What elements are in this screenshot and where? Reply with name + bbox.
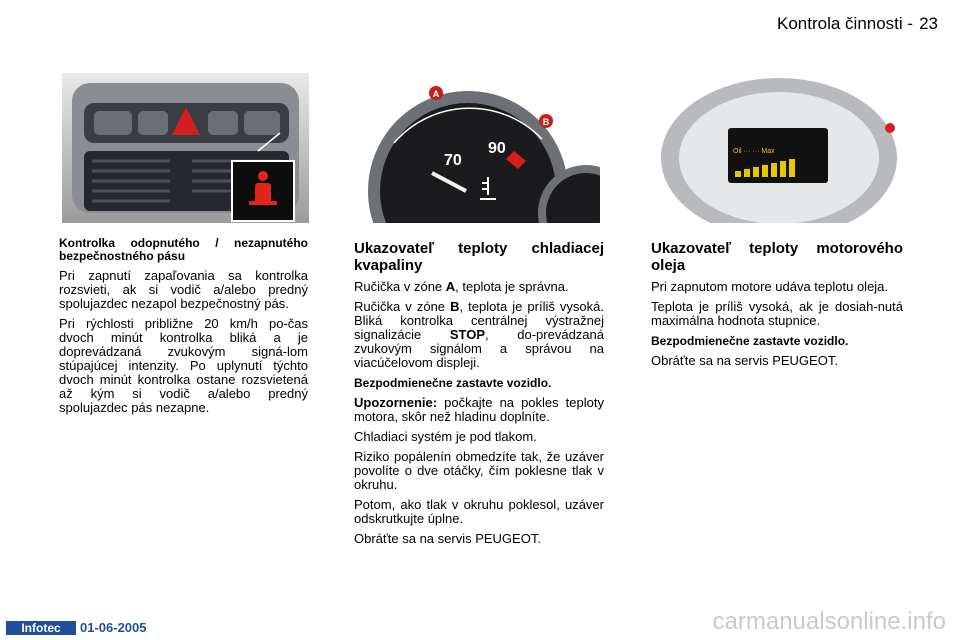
oil-stop-warning: Bezpodmienečne zastavte vozidlo. xyxy=(651,334,849,348)
text-run: Ručička v zóne xyxy=(354,299,451,314)
zone-b-ref: B xyxy=(450,299,460,314)
coolant-paragraph-1 xyxy=(354,280,604,294)
right-button-2[interactable] xyxy=(244,111,280,135)
print-date: 01-06-2005 xyxy=(80,620,147,635)
coolant-heading: Ukazovateľ teploty chladiacej kvapaliny xyxy=(354,240,604,274)
text-run: Ručička v zóne xyxy=(354,279,446,294)
oil-paragraph-1: Pri zapnutom motore udáva teplotu oleja. xyxy=(651,279,889,294)
watermark: carmanualsonline.info xyxy=(712,608,946,635)
dashboard-illustration xyxy=(62,73,309,223)
gauge-70-label: 70 xyxy=(444,152,462,169)
coolant-gauge-photo xyxy=(346,73,600,223)
zone-a-label: A xyxy=(432,89,440,99)
page-header xyxy=(777,14,938,34)
coolant-paragraph-8: Obráťte sa na servis PEUGEOT. xyxy=(354,531,541,546)
left-button-2[interactable] xyxy=(138,111,168,135)
coolant-paragraph-2 xyxy=(354,300,604,370)
warning-label: Upozornenie: xyxy=(354,395,438,410)
coolant-section xyxy=(354,240,604,552)
section-title: Kontrola činnosti - xyxy=(777,14,914,33)
oil-heading: Ukazovateľ teploty motorového oleja xyxy=(651,240,903,274)
oil-scale-label: Oil ··· ··· Max xyxy=(733,148,775,155)
stop-ref: STOP xyxy=(449,327,486,342)
seatbelt-section xyxy=(59,237,308,421)
seatbelt-warning-photo xyxy=(62,73,309,223)
seatbelt-heading: Kontrolka odopnutého / nezapnutého bezpečnostného pásu xyxy=(59,236,308,263)
coolant-paragraph-5: Chladiaci systém je pod tlakom. xyxy=(354,429,537,444)
coolant-stop-warning: Bezpodmienečne zastavte vozidlo. xyxy=(354,376,552,390)
zone-a-ref: A xyxy=(445,279,456,294)
text-run: , teplota je správna. xyxy=(455,279,569,294)
right-button[interactable] xyxy=(208,111,238,135)
oil-display-illustration xyxy=(655,73,903,223)
oil-section xyxy=(651,240,903,374)
text-run: počkajte na pokles teploty motora, skôr než hladinu doplníte. xyxy=(354,395,604,424)
text-run: , do-prevádzaná zvukovým signálom a správou na viacúčelovom displeji. xyxy=(354,327,604,370)
page-number: 23 xyxy=(919,14,938,33)
zone-b-label: B xyxy=(542,117,550,127)
coolant-paragraph-6: Riziko popálenín obmedzíte tak, že uzáver povolíte o dve otáčky, čím poklesne tlak v okruhu. xyxy=(354,449,604,492)
oil-temperature-photo xyxy=(655,73,903,223)
infotec-logo: Infotec xyxy=(6,621,76,635)
oil-display-screen xyxy=(728,128,828,183)
oil-paragraph-4: Obráťte sa na servis PEUGEOT. xyxy=(651,353,838,368)
text-run: , teplota je príliš vysoká. Bliká kontrolka centrálnej výstražnej signalizácie xyxy=(354,299,605,342)
coolant-paragraph-7: Potom, ako tlak v okruhu poklesol, uzáver odskrutkujte úplne. xyxy=(354,497,604,526)
coolant-gauge-illustration xyxy=(346,73,600,223)
seatbelt-paragraph-1: Pri zapnutí zapaľovania sa kontrolka rozsvieti, ak si vodič a/alebo predný spolujazdec nezapol bezpečnostný pás. xyxy=(59,268,308,311)
gauge-90-label: 90 xyxy=(488,140,506,157)
left-button[interactable] xyxy=(94,111,132,135)
coolant-paragraph-4 xyxy=(354,396,604,424)
oil-paragraph-2: Teplota je príliš vysoká, ak je dosiah-nutá maximálna hodnota stupnice. xyxy=(651,299,903,328)
seatbelt-paragraph-2: Pri rýchlosti približne 20 km/h po-čas dvoch minút kontrolka bliká a je doprevádzaná zvukovým signá-lom stúpajúcej intenzity. Po uplynutí týchto dvoch minút kontrolka ostane rozsvietená až kým si vodič a/alebo predný spolujazdec pás nezapne. xyxy=(59,316,308,415)
